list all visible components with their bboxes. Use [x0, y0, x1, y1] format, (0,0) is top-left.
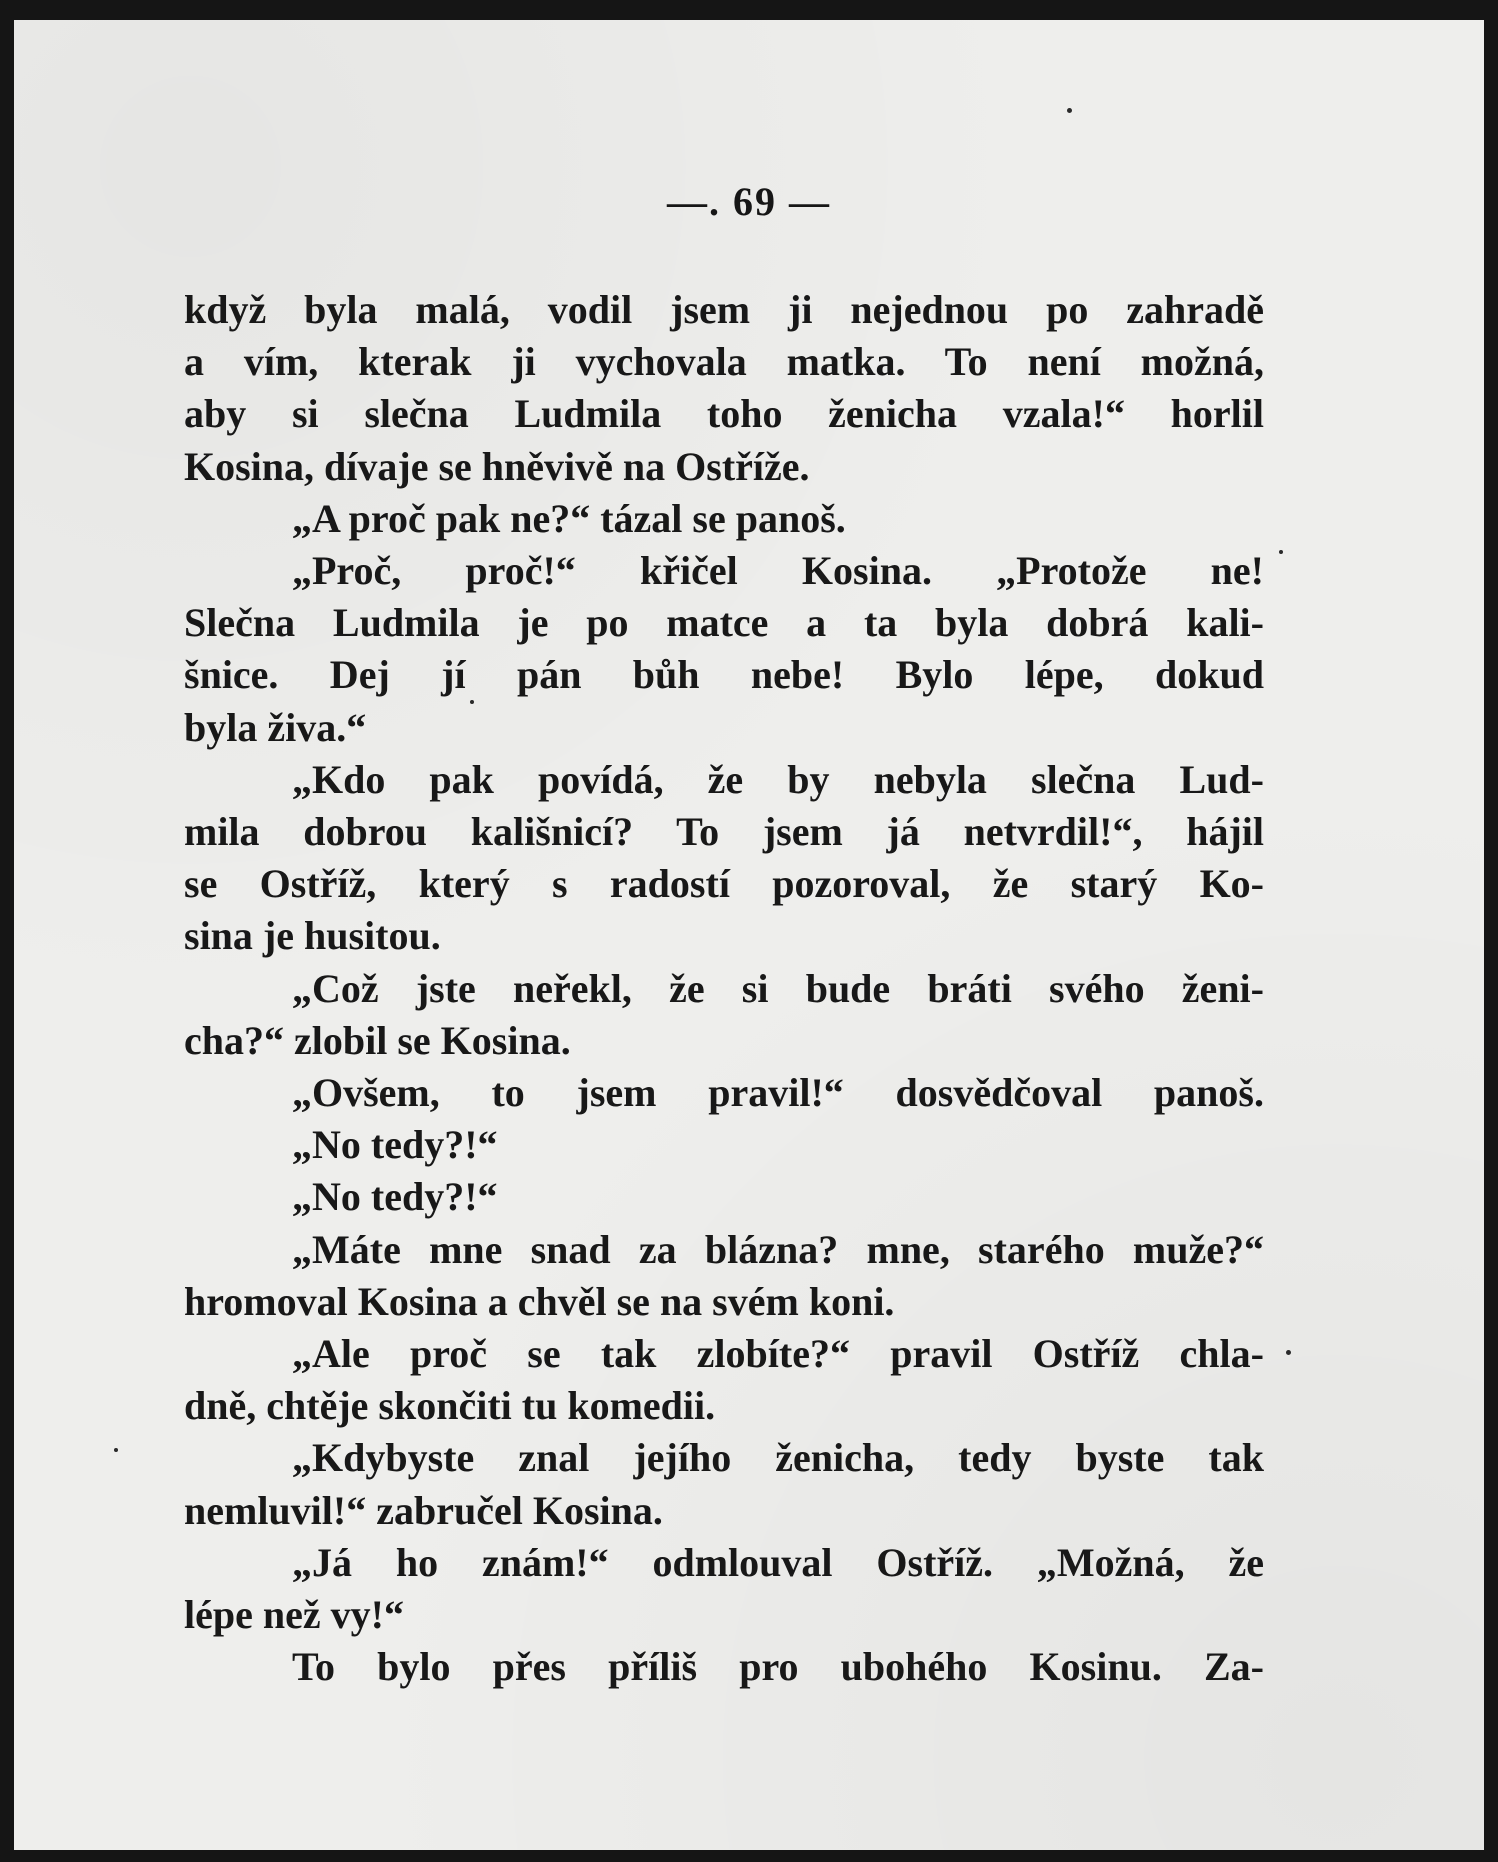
text-line: mila dobrou kališnicí? To jsem já netvrdil!“, hájil [184, 809, 1264, 855]
page-number: —. 69 — [667, 179, 831, 224]
text-line: když byla malá, vodil jsem ji nejednou po zahradě [184, 287, 1264, 332]
text-line: „Kdybyste znal jejího ženicha, tedy byste tak [292, 1435, 1264, 1481]
text-line: aby si slečna Ludmila toho ženicha vzala!“ horlil [184, 391, 1264, 437]
text-line: se Ostříž, který s radostí pozoroval, že starý Ko- [184, 861, 1264, 907]
text-line: „No tedy?!“ [292, 1122, 498, 1168]
text-line: nemluvil!“ zabručel Kosina. [184, 1487, 663, 1533]
text-line: hromoval Kosina a chvěl se na svém koni. [184, 1278, 895, 1324]
text-line: „Já ho znám!“ odmlouval Ostříž. „Možná, že [292, 1539, 1264, 1585]
text-line: To bylo přes příliš pro ubohého Kosinu. Za- [292, 1644, 1264, 1690]
text-line: byla živa.“ [184, 704, 367, 750]
text-line: „Proč, proč!“ křičel Kosina. „Protože ne! [292, 548, 1264, 594]
print-speck [1286, 1350, 1291, 1355]
text-line: „Kdo pak povídá, že by nebyla slečna Lud- [292, 756, 1264, 802]
text-line: „A proč pak ne?“ tázal se panoš. [292, 495, 846, 541]
print-speck [470, 700, 474, 704]
book-page [14, 20, 1484, 1850]
text-line: Slečna Ludmila je po matce a ta byla dobrá kali- [184, 600, 1264, 646]
print-speck [114, 1448, 118, 1452]
print-speck [1279, 550, 1283, 554]
text-line: šnice. Dej jí pán bůh nebe! Bylo lépe, dokud [184, 652, 1264, 698]
text-line: sina je husitou. [184, 913, 441, 959]
print-speck [1067, 108, 1072, 113]
text-line: „Což jste neřekl, že si bude bráti svého ženi- [292, 965, 1264, 1011]
text-line: „Ovšem, to jsem pravil!“ dosvědčoval panoš. [292, 1070, 1264, 1116]
text-line: „Ale proč se tak zlobíte?“ pravil Ostříž chla- [292, 1331, 1264, 1377]
text-line: a vím, kterak ji vychovala matka. To není možná, [184, 339, 1264, 385]
text-line: Kosina, dívaje se hněvivě na Ostříže. [184, 443, 810, 489]
text-line: lépe než vy!“ [184, 1592, 404, 1638]
text-line: „Máte mne snad za blázna? mne, starého muže?“ [292, 1226, 1264, 1272]
text-line: cha?“ zlobil se Kosina. [184, 1017, 571, 1063]
body-text [184, 284, 1264, 1693]
text-line: dně, chtěje skončiti tu komedii. [184, 1383, 716, 1429]
text-line: „No tedy?!“ [292, 1174, 498, 1220]
